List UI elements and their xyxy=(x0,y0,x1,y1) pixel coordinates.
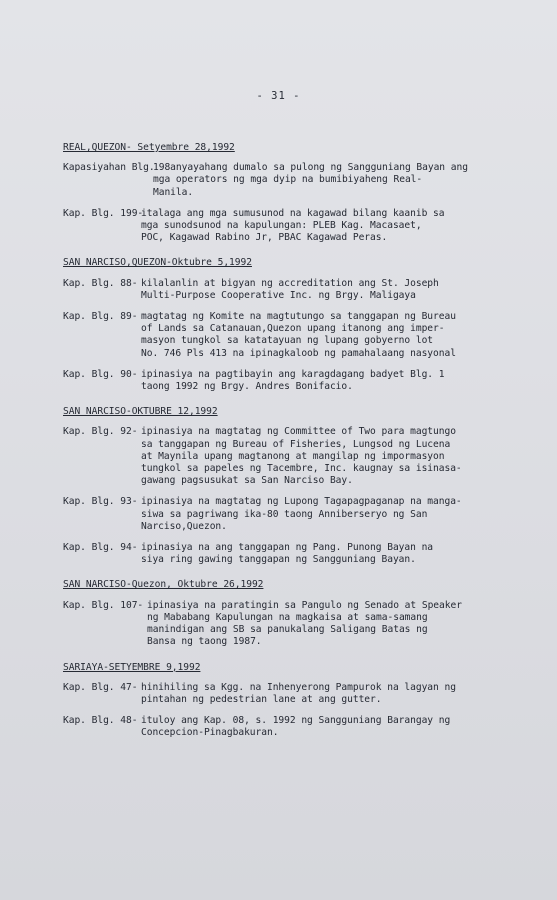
resolution-label: Kap. Blg. 107- xyxy=(63,599,144,611)
section-heading: REAL,QUEZON- Setyembre 28,1992 xyxy=(63,142,235,153)
resolution-entry xyxy=(63,600,523,649)
resolution-entry xyxy=(63,369,523,393)
resolution-entry xyxy=(63,542,523,566)
resolution-text: ipinasiya na paratingin sa Pangulo ng Senado at Speaker ng Mababang Kapulungan na magkaisa at sama-samang manindigan ang SB sa panukalang Saligang Batas ng Bansa ng taong 1987. xyxy=(147,599,462,648)
resolution-entry xyxy=(63,311,523,360)
resolution-text: ipinasiya na pagtibayin ang karagdagang badyet Blg. 1 taong 1992 ng Brgy. Andres Bonifacio. xyxy=(141,368,445,393)
resolution-entry xyxy=(63,715,523,739)
resolution-label: Kap. Blg. 93- xyxy=(63,496,138,508)
section-san-narciso-oct-5 xyxy=(63,257,523,393)
section-san-narciso-oct-26 xyxy=(63,579,523,648)
section-real-quezon xyxy=(63,142,523,244)
resolution-label: Kap. Blg. 94- xyxy=(63,542,138,554)
resolution-text: ituloy ang Kap. 08, s. 1992 ng Sangguniang Barangay ng Concepcion-Pinagbakuran. xyxy=(141,715,451,739)
resolution-text: 198anyayahang dumalo sa pulong ng Sangguniang Bayan ang mga operators ng mga dyip na bumibiyaheng Real- Manila. xyxy=(153,162,468,198)
resolution-text: ipinasiya na magtatag ng Committee of Two para magtungo sa tanggapan ng Bureau of Fisheries, Lungsod ng Lucena at Maynila upang magtanong at mangilap ng impormasyon tungkol sa papeles ng Tacembre, Inc. kaugnay sa isinasa- gawang pagsusukat sa San Narciso Bay. xyxy=(141,426,462,487)
section-heading: SAN NARCISO-OKTUBRE 12,1992 xyxy=(63,406,218,418)
resolution-label: Kap. Blg. 48- xyxy=(63,715,138,727)
resolution-text: ipinasiya na ang tanggapan ng Pang. Punong Bayan na siya ring gawing tanggapan ng Sangguniang Bayan. xyxy=(141,542,434,566)
resolution-label: Kap. Blg. 47- xyxy=(63,681,138,693)
resolution-label: Kap. Blg. 89- xyxy=(63,311,138,323)
section-san-narciso-oct-12 xyxy=(63,406,523,566)
resolution-label: Kap. Blg. 92- xyxy=(63,426,138,438)
resolution-entry xyxy=(63,682,523,706)
resolution-label: Kap. Blg. 88- xyxy=(63,277,138,289)
resolution-label: Kap. Blg. 199- xyxy=(63,207,144,219)
section-heading: SARIAYA-SETYEMBRE 9,1992 xyxy=(63,661,201,673)
resolution-text: hinihiling sa Kgg. na Inhenyerong Pampurok na lagyan ng pintahan ng pedestrian lane at ang gutter. xyxy=(141,681,456,705)
resolution-entry xyxy=(63,278,523,302)
page-number: - 31 - xyxy=(256,90,301,102)
resolution-label: Kap. Blg. 90- xyxy=(63,368,138,380)
section-sariaya-sep-9 xyxy=(63,662,523,740)
resolution-entry xyxy=(63,208,523,245)
section-heading: SAN NARCISO,QUEZON-Oktubre 5,1992 xyxy=(63,257,252,269)
resolution-entry xyxy=(63,496,523,533)
resolution-text: italaga ang mga sumusunod na kagawad bilang kaanib sa mga sunodsunod na kapulungan: PLEB Kag. Macasaet, POC, Kagawad Rabino Jr, PBAC Kagawad Peras. xyxy=(141,207,445,244)
resolution-entry xyxy=(63,162,523,199)
resolution-text: kilalanlin at bigyan ng accreditation ang St. Joseph Multi-Purpose Cooperative Inc. ng Brgy. Maligaya xyxy=(141,277,439,301)
resolution-label: Kapasiyahan Blg. xyxy=(63,162,155,174)
section-heading: SAN NARCISO-Quezon, Oktubre 26,1992 xyxy=(63,579,264,591)
resolution-text: ipinasiya na magtatag ng Lupong Tagapagpaganap na manga- siwa sa pagriwang ika-80 taong Anniberseryo ng San Narciso,Quezon. xyxy=(141,496,462,532)
page-content xyxy=(63,142,523,753)
resolution-text: magtatag ng Komite na magtutungo sa tanggapan ng Bureau of Lands sa Catanauan,Quezon upang itanong ang imper- masyon tungkol sa katatayuan ng lupang gobyerno lot No. 746 Pls 413 na ipinagkaloob ng pamahalaang nasyonal xyxy=(141,311,456,359)
resolution-entry xyxy=(63,426,523,487)
